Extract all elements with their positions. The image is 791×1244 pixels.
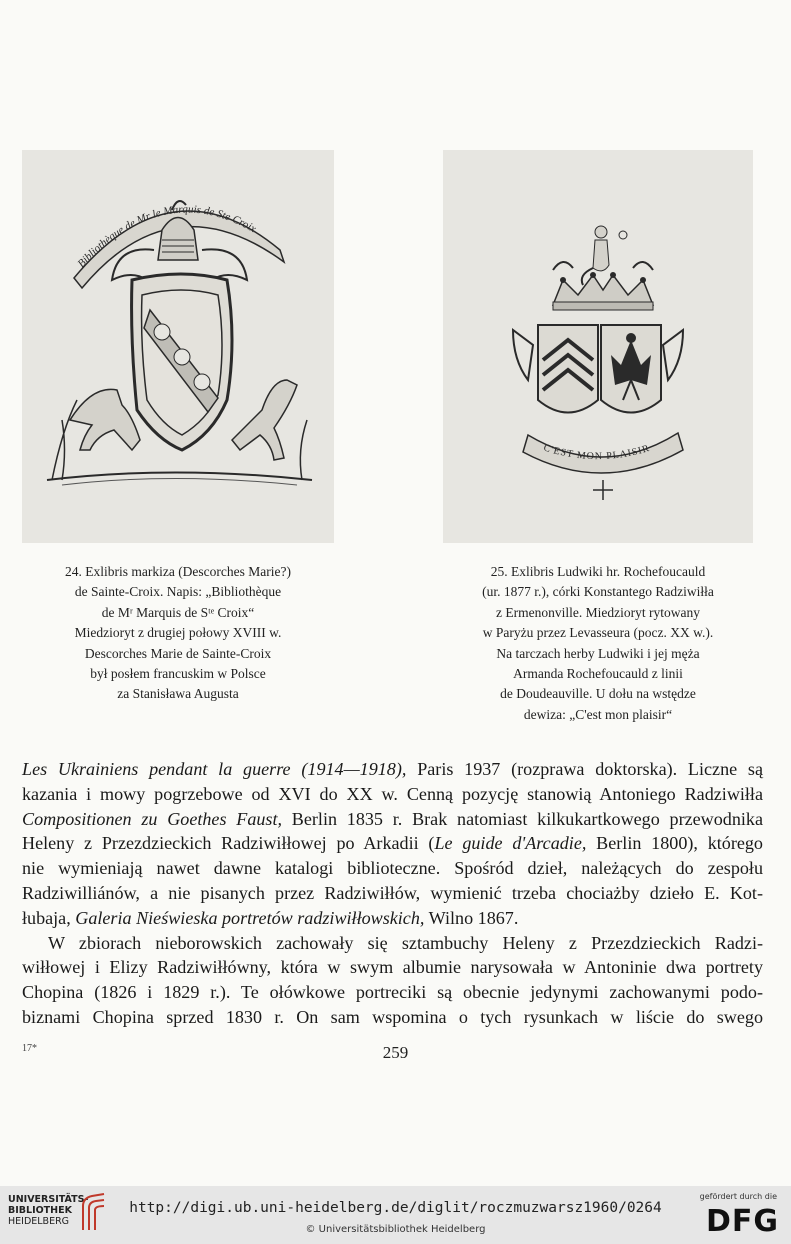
copyright-notice: © Universitätsbibliothek Heidelberg — [305, 1224, 486, 1235]
footer-bar — [0, 1186, 791, 1244]
page-number: 259 — [382, 1043, 409, 1062]
scroll-inscription: Bibliothèque de Mr le Marquis de Ste Croix — [75, 203, 259, 270]
body-line: nie wymieniają nawet dawne katalogi biblioteczne. Spośród dzieł, należących do zespołu — [22, 858, 763, 879]
shield — [132, 274, 232, 450]
caption-line: Armanda Rochefoucauld z linii — [513, 666, 683, 682]
caption-line: de Sainte-Croix. Napis: „Bibliothèque — [74, 584, 282, 600]
caption-line: de Mʳ Marquis de Sᵗᵉ Croix“ — [101, 604, 255, 620]
caption-line: Na tarczach herby Ludwiki i jej męża — [496, 645, 700, 661]
caption-line: z Ermenonville. Miedzioryt rytowany — [496, 604, 700, 620]
caption-line: Miedzioryt z drugiej połowy XVIII w. — [74, 625, 282, 641]
funding-note: gefördert durch die — [699, 1192, 777, 1201]
body-line: Chopina (1826 i 1829 r.). Te ołówkowe portreciki są obecnie jedynymi zachowanymi podo- — [22, 982, 763, 1003]
signature-mark: 17* — [22, 1043, 37, 1054]
body-line: Radziwilliánów, a nie pisanych przez Radziwiłłów, wymienić trzeba chociażby dzieło E. Kot- — [22, 882, 763, 903]
caption-line: za Stanisława Augusta — [117, 686, 239, 702]
mermaid-crest — [553, 226, 653, 285]
body-line: łubaja, Galeria Nieświeska portretów radziwiłłowskich, Wilno 1867. — [22, 907, 519, 928]
caption-line: w Paryżu przez Levasseura (pocz. XX w.). — [482, 625, 714, 641]
body-paragraphs — [22, 757, 763, 1030]
caption-line: dewiza: „C'est mon plaisir“ — [523, 706, 673, 722]
body-line: wiłłowej i Elizy Radziwiłłówny, która w swym albumie narysowała w Antoninie dwa portrety — [22, 957, 763, 978]
dfg-logo: DFG — [705, 1204, 779, 1239]
exlibris-sainte-croix-engraving — [22, 150, 334, 543]
exlibris-rochefoucauld-image — [443, 150, 753, 543]
body-line: Les Ukrainiens pendant la guerre (1914—1918), Paris 1937 (rozprawa doktorska). Liczne są — [22, 759, 763, 779]
shield-eagle — [601, 325, 661, 413]
caption-line: był posłem francuskim w Polsce — [90, 666, 266, 682]
library-name: UNIVERSITÄTS- BIBLIOTHEK HEIDELBERG — [8, 1194, 89, 1227]
body-line: Heleny z Przezdzieckich Radziwiłłowej po Arkadii (Le guide d'Arcadie, Berlin 1800), którego — [22, 833, 763, 854]
figure-24-caption — [22, 562, 334, 705]
caption-line: (ur. 1877 r.), córki Konstantego Radziwiłła — [482, 584, 714, 600]
body-line: Compositionen zu Goethes Faust, Berlin 1835 r. Brak natomiast kilkukartkowego przewodnika — [22, 808, 763, 829]
body-line: biznami Chopina sprzed 1830 r. On sam wspomina o tych rysunkach w liście do swego — [22, 1006, 763, 1027]
shield-chevrons — [538, 325, 598, 413]
exlibris-rochefoucauld-engraving — [443, 150, 753, 543]
body-line: kazania i mowy pogrzebowe od XVI do XX w. Cenną pozycję stanowią Antoniego Radziwiłła — [22, 783, 763, 804]
coronet — [553, 272, 653, 310]
permalink-url[interactable]: http://digi.ub.uni-heidelberg.de/diglit/roczmuzwarsz1960/0264 — [129, 1200, 662, 1216]
body-line: W zbiorach nieborowskich zachowały się sztambuchy Heleny z Przezdzieckich Radzi- — [48, 932, 763, 953]
caption-line: Descorches Marie de Sainte-Croix — [84, 645, 272, 661]
ribbon-motto: C'EST MON PLAISIR — [542, 442, 652, 463]
caption-line: de Doudeauville. U dołu na wstędze — [500, 686, 696, 702]
exlibris-sainte-croix-image — [22, 150, 334, 543]
caption-line: 25. Exlibris Ludwiki hr. Rochefoucauld — [490, 564, 706, 579]
greyhound-left — [70, 389, 140, 450]
figure-25-caption — [443, 562, 753, 725]
greyhound-right — [232, 380, 297, 460]
caption-line: 24. Exlibris markiza (Descorches Marie?) — [64, 564, 292, 579]
